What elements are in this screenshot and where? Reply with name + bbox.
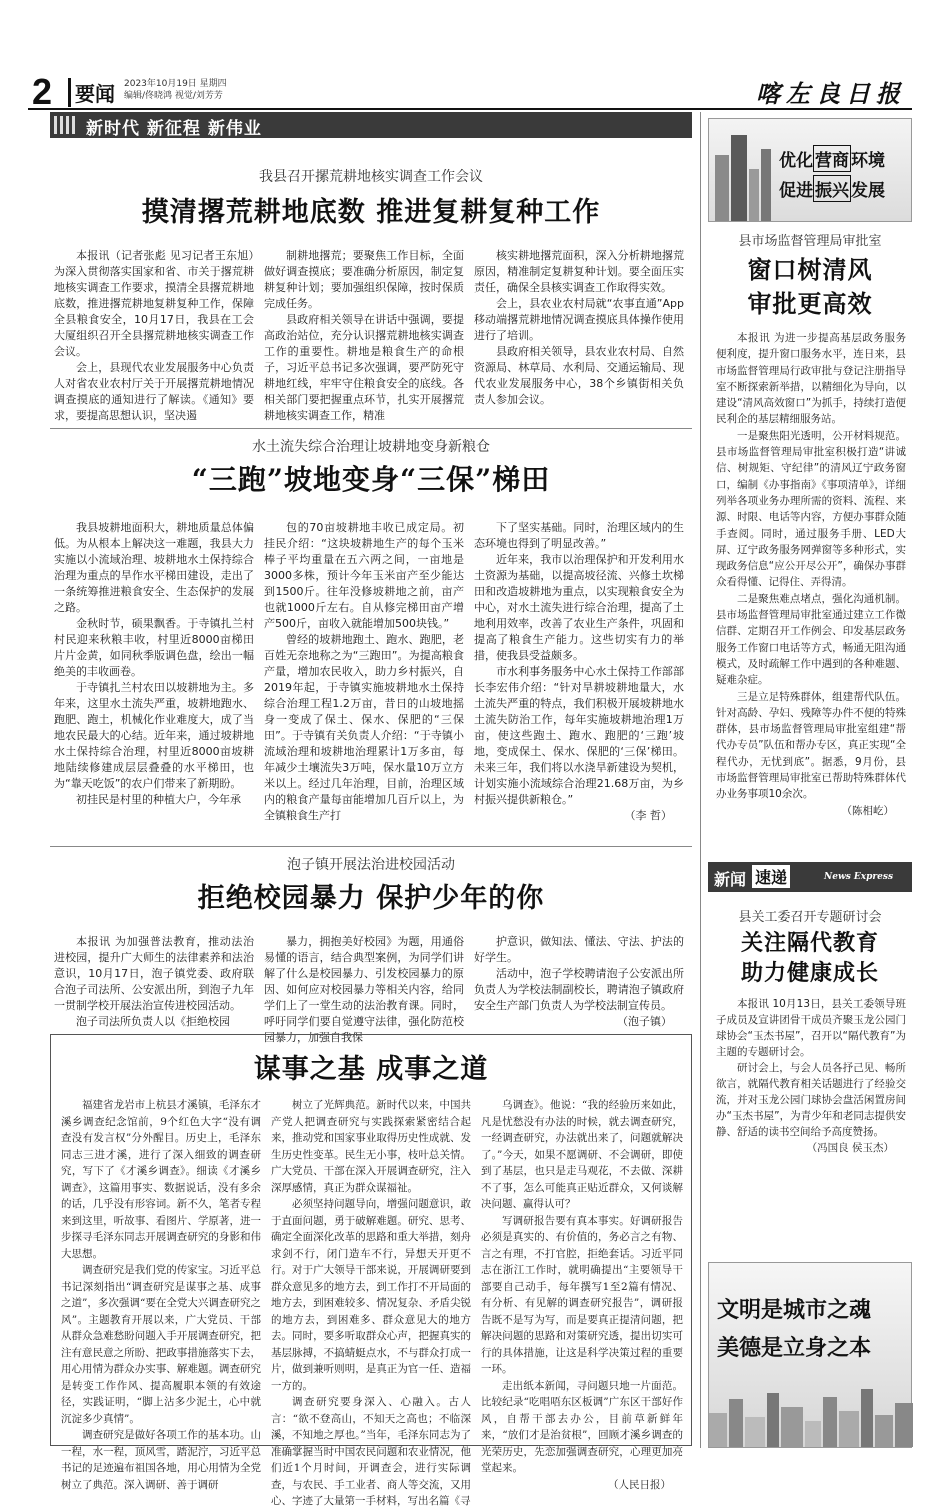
paragraph: 包的70亩坡耕地丰收已成定局。初挂民介绍：“这块坡耕地生产的每个玉米棒子平均重量在五六两之间，一亩地是3000多株，预计今年玉米亩产至少能达到1500斤。往年没修坡耕地之前，亩产也就1000斤左右。自从修完梯田亩产增产500斤，亩收入就能增加500块钱。” bbox=[264, 521, 464, 630]
right-article-byline: （陈相屹） bbox=[841, 804, 894, 817]
civilization-ad bbox=[708, 1262, 912, 1448]
brief-kicker: 县关工委召开专题研讨会 bbox=[738, 910, 882, 925]
article2-column-3 bbox=[474, 520, 684, 840]
article1-kicker: 我县召开摞荒耕地核实调查工作会议 bbox=[259, 169, 483, 185]
promo-text: 发展 bbox=[851, 181, 885, 201]
civ-line-2: 美德是立身之本 bbox=[717, 1335, 872, 1361]
article2-byline: （李 哲） bbox=[624, 809, 672, 822]
promo-text: 环境 bbox=[851, 151, 885, 171]
promo-panel bbox=[708, 118, 912, 222]
brief-byline: （冯国良 侯玉杰） bbox=[806, 1142, 894, 1154]
commentary-column-1 bbox=[61, 1097, 261, 1491]
article1-headline: 摸清撂荒耕地底数 推进复耕复种工作 bbox=[141, 197, 601, 228]
paragraph: 泡子司法所负责人以《拒绝校园 bbox=[76, 1015, 230, 1028]
paragraph: 一是聚焦阳光透明，公开材料规范。县市场监督管理局审批室积极打造“讲诚信、树规矩、守纪律”的清风辽宁政务窗口，编制《办事指南》《事项清单》，详细列举各项业务办理所需的资料、流程、来源、时限、电话等内容，方便办事群众随手查阅。同时，通过服务手册、LED大屏、辽宁政务服务网弹窗等多种形式，实现政务信息“应公开尽公开”，确保办事群众看得懂、记得住、弄得清。 bbox=[716, 429, 906, 589]
article3-byline: （泡子镇） bbox=[617, 1015, 672, 1028]
paragraph: 下了坚实基础。同时，治理区域内的生态环境也得到了明显改善。” bbox=[474, 521, 684, 550]
paragraph: 乌调查》。他说：“我的经验历来如此，凡是忧愁没有办法的时候，就去调查研究，一经调查研究，办法就出来了，问题就解决了。”今天，如果不愿调研、不会调研，即使到了基层，也只是走马观花，不去做、深耕不了事，怎么可能真正贴近群众，又何谈解决问题、赢得认可？ bbox=[481, 1099, 683, 1210]
article1-column-3 bbox=[474, 248, 684, 420]
promo-text: 促进 bbox=[779, 181, 813, 201]
article3-column-2 bbox=[264, 934, 464, 1044]
paragraph: 会上，县现代农业发展服务中心负责人对省农业农村厅关于开展撂荒耕地情况调查摸底的通知进行了解读。《通知》要求，要提高思想认识，坚决遏 bbox=[54, 361, 254, 422]
express-label-highlight: 速递 bbox=[752, 865, 790, 888]
banner-text: 新时代 新征程 新伟业 bbox=[86, 119, 262, 139]
article2-kicker: 水土流失综合治理让坡耕地变身新粮仓 bbox=[252, 439, 490, 455]
promo-highlight: 振兴 bbox=[813, 175, 851, 202]
paragraph: 二是聚焦难点堵点，强化沟通机制。县市场监督管理局审批室通过建立工作微信群、定期召开工作例会、印发基层政务服务工作窗口电话等方式，畅通无阻沟通模式，及时疏解工作中遇到的各种难题、疑难杂症。 bbox=[716, 592, 906, 687]
paragraph: 必须坚持问题导向，增强问题意识，敢于直面问题，勇于破解难题。研究、思考、确定全面深化改革的思路和重大举措，刻舟求剑不行，闭门造车不行，异想天开更不行。对于广大领导干部来说，开展调研要到群众意见多的地方去，到工作打不开局面的地方去，到困难较多、情况复杂、矛盾尖锐的地方去，到困难多、群众意见大的地方去。同时，要多听取群众心声，把握真实的基层脉搏，不搞蜻蜓点水，不与群众打成一片，做到兼听则明，是真正为官一任、造福一方的。 bbox=[271, 1198, 471, 1392]
express-label: 新闻 bbox=[714, 870, 747, 889]
paragraph: 县政府相关领导在讲话中强调，要提高政治站位，充分认识撂荒耕地核实调查工作的重要性。耕地是粮食生产的命根子，习近平总书记多次强调，要严防死守耕地红线，牢牢守住粮食安全的底线。各相关部门要把握重点环节，扎实开展撂荒耕地核实调查工作，精准 bbox=[264, 313, 464, 422]
paragraph: 树立了光辉典范。新时代以来，中国共产党人把调查研究与实践探索紧密结合起来，推动党和国家事业取得历史性成就、发生历史性变革。民生无小事，枝叶总关情。广大党员、干部在深入开展调查研究，注入深厚感情，真正为群众谋福祉。 bbox=[271, 1099, 471, 1194]
divider bbox=[50, 428, 692, 429]
paragraph: 金秋时节，硕果飘香。于寺镇扎兰村村民迎来秋粮丰收，村里近8000亩梯田片片金黄，如同秋季版调色盘，绘出一幅绝美的丰收画卷。 bbox=[54, 617, 254, 678]
paragraph: 近年来，我市以治理保护和开发利用水土资源为基础，以提高坡径流、兴修土坎梯田和改造坡耕地为重点，以实现粮食安全为中心，对水土流失进行综合治理，提高了土地利用效率，改善了农业生产条件，巩固和提高了粮食生产能力。这些切实有力的举措，使我县受益颇多。 bbox=[474, 553, 684, 662]
article2-column-2 bbox=[264, 520, 464, 840]
paragraph: 暴力，拥抱美好校园》为题，用通俗易懂的语言，结合典型案例，为同学们讲解了什么是校园暴力、引发校园暴力的原因、如何应对校园暴力等相关内容，给同学们上了一堂生动的法治教育课。同时，呼吁同学们要自觉遵守法律，强化防范校园暴力，加强自我保 bbox=[264, 935, 464, 1044]
paragraph: 本报讯 10月13日，县关工委领导班子成员及宣讲团骨干成员齐聚玉龙公园门球协会“玉杰书屋”，召开以“隔代教育”为主题的专题研讨会。 bbox=[716, 998, 906, 1058]
promo-highlight: 营商 bbox=[813, 145, 851, 172]
promo-line-1 bbox=[779, 145, 885, 172]
paragraph: 走出纸本新闻，寻问题只地一片面范。比较纪录“吃唱唔东区板调”广东区干部好作风，自帮干部去办公，目前草新鲜年来，“放们才是治贫根”，回顾才溪乡调查的光荣历史，先恋加强调查研究，心理更加亮堂起来。 bbox=[481, 1379, 683, 1474]
paper-name: 喀左良日报 bbox=[756, 79, 906, 108]
article3-column-3 bbox=[474, 934, 684, 1028]
brief-headline-2: 助力健康成长 bbox=[740, 960, 879, 986]
paragraph: 本报讯 为进一步提高基层政务服务便利度，提升窗口服务水平，连日来，县市场监督管理局行政审批与登记注册指导室不断探索新举措，以精细化为导向，以建设“清风高效窗口”为抓手，持续打造便民利企的基层精细服务站。 bbox=[716, 332, 906, 426]
paragraph: 本报讯 为加强普法教育，推动法治进校园，提升广大师生的法律素养和法治意识，10月17日，泡子镇党委、政府联合泡子司法所、公安派出所，到泡子九年一贯制学校开展法治宣传进校园活动。 bbox=[54, 935, 254, 1012]
promo-text: 优化 bbox=[779, 151, 813, 171]
article3-headline: 拒绝校园暴力 保护少年的你 bbox=[197, 883, 545, 914]
paragraph: 活动中，泡子学校聘请泡子公安派出所负责人为学校法制副校长，聘请泡子镇政府安全生产部门负责人为学校法制宣传员。 bbox=[474, 967, 684, 1012]
paragraph: 会上，县农业农村局就“农事直通”App移动端撂荒耕地情况调查摸底具体操作使用进行了培训。 bbox=[474, 297, 684, 342]
express-english: News Express bbox=[824, 872, 894, 882]
right-article-body bbox=[716, 330, 906, 854]
commentary-box bbox=[50, 1034, 692, 1507]
paragraph: 市水利事务服务中心水土保持工作部部长李宏伟介绍：“针对旱耕坡耕地量大，水土流失严重的特点，我们积极开展坡耕地水土流失防治工作，每年实施坡耕地治理1万亩，使这些跑土、跑水、跑肥的‘三跑’坡地，变成保土、保水、保肥的‘三保’梯田。未来三年，我们将以水浇旱新建设为契机，计划实施小流域综合治理21.68万亩，为乡村振兴提供新粮仓。” bbox=[474, 665, 684, 806]
article1-column-2 bbox=[264, 248, 464, 420]
article3-kicker: 泡子镇开展法治进校园活动 bbox=[287, 857, 455, 873]
commentary-column-2 bbox=[271, 1097, 471, 1507]
paragraph: 制耕地撂荒；要聚焦工作目标，全面做好调查摸底；要准确分析原因，制定复耕复种计划；要加强组织保障，按时保质完成任务。 bbox=[264, 249, 464, 310]
paragraph: 写调研报告要有真本事实。好调研报告必须是真实的、有价值的，务必言之有物、言之有理，不打官腔，拒绝套话。习近平同志在浙江工作时，就明确提出“主要领导干部要自己动手，每年撰写1至2篇有情况、有分析、有见解的调查研究报告”，调研报告既不是写为写，而是要真正提清问题，把解决问题的思路和对策研究透，提出切实可行的具体措施，让这是科学决策过程的重要一环。 bbox=[481, 1214, 683, 1375]
paragraph: 本报讯（记者张彪 见习记者王东旭）为深入贯彻落实国家和省、市关于撂荒耕地核实调查工作要求，摸清全县撂荒耕地底数，推进撂荒耕地复耕复种工作，保障全县粮食安全，10月17日，我县在工会大厦组织召开全县撂荒耕地核实调查工作会议。 bbox=[54, 249, 254, 358]
paragraph: 我县坡耕地面积大，耕地质量总体偏低。为从根本上解决这一难题，我县大力实施以小流域治理、坡耕地水土保持综合治理为重点的旱作水平梯田建设，走出了一条统筹推进粮食安全、生态保护的发展之路。 bbox=[54, 521, 254, 614]
news-express-bar bbox=[708, 862, 912, 892]
banner-stripes-icon bbox=[54, 116, 76, 134]
paragraph: 县政府相关领导，县农业农村局、自然资源局、林草局、水利局、交通运输局、现代农业发展服务中心，38个乡镇街相关负责人参加会议。 bbox=[474, 345, 684, 406]
section-name: 要闻 bbox=[68, 78, 115, 107]
paragraph: 护意识，做知法、懂法、守法、护法的好学生。 bbox=[474, 935, 684, 964]
paragraph: 曾经的坡耕地跑土、跑水、跑肥，老百姓无奈地称之为“三跑田”。为提高粮食产量，增加农民收入，助力乡村振兴，自2019年起，于寺镇实施坡耕地水土保持综合治理工程1.2万亩，昔日的山坡地摇身一变成了保土、保水、保肥的“三保田”。于寺镇有关负责人介绍：“于寺镇小流域治理和坡耕地治理累计1万多亩，每年减少土壤流失3万吨，保水量10万立方米以上。经过几年治理，目前，治理区域内的粮食产量每亩能增加几百斤以上，为全镇粮食生产打 bbox=[264, 633, 464, 822]
brief-body bbox=[716, 996, 906, 1248]
paragraph: 调查研究是我们党的传家宝。习近平总书记深刻指出“调查研究是谋事之基、成事之道”，多次强调“要在全党大兴调查研究之风”。主题教育开展以来，广大党员、干部从群众急难愁盼问题入手开展调查研究，把注有意民意之所盼、把政事措施落实下去，用心用情为群众办实事、解难题。调查研究是转变工作作风、提高履职本领的有效途径，实践证明，“脚上沾多少泥土，心中就沉淀多少真情”。 bbox=[61, 1264, 261, 1425]
paragraph: 于寺镇扎兰村农田以坡耕地为主。多年来，这里水土流失严重，坡耕地跑水、跑肥、跑土，机械化作业难度大，成了当地农民最大的心结。近年来，通过坡耕地水土保持综合治理，村里近8000亩坡耕地陆续修建成层层叠叠的水平梯田，也为“靠天吃饭”的农户们带来了新期盼。 bbox=[54, 681, 254, 790]
article2-column-1 bbox=[54, 520, 254, 840]
skyline-icon bbox=[709, 1377, 913, 1447]
issue-date: 2023年10月19日 星期四 bbox=[124, 79, 227, 89]
commentary-byline: （人民日报） bbox=[608, 1478, 671, 1491]
paragraph: 初挂民是村里的种植大户，今年承 bbox=[76, 793, 241, 806]
paragraph: 福建省龙岩市上杭县才溪镇，毛泽东才溪乡调查纪念馆前，9个红色大字“没有调查没有发言权”分外醒目。历史上，毛泽东同志三进才溪，进行了深入细致的调查研究，写下了《才溪乡调查》。细读《才溪乡调查》，这篇用事实、数据说话，没有多余的话，几乎没有形容词。新不久，笔者专程来到这里，听故事、看图片、学原著，进一步探寻毛泽东同志开展调查研究的身影和伟大思想。 bbox=[61, 1099, 261, 1260]
commentary-headline: 谋事之基 成事之道 bbox=[253, 1054, 489, 1085]
paragraph: 核实耕地撂荒面积，深入分析耕地撂荒原因，精准制定复耕复种计划。要全面压实责任，确保全县核实调查工作取得实效。 bbox=[474, 249, 684, 294]
article1-column-1 bbox=[54, 248, 254, 420]
paragraph: 研讨会上，与会人员各抒己见、畅所欲言，就隔代教育相关话题进行了经验交流，并对玉龙公园门球协会盘活闲置房间办“玉杰书屋”，为青少年和老同志提供安静、舒适的读书空间给予高度赞扬。 bbox=[716, 1062, 906, 1138]
paragraph: 调查研究是做好各项工作的基本功。山一程，水一程，顶风雪，踏泥泞，习近平总书记的足迹遍布祖国各地，用心用情为全党树立了典范。深入调研、善于调研 bbox=[61, 1429, 261, 1491]
issue-editors: 编辑/佟晓鸿 视觉/刘芳芳 bbox=[124, 91, 223, 101]
divider bbox=[50, 846, 692, 847]
brief-headline-1: 关注隔代教育 bbox=[740, 930, 879, 956]
promo-line-2 bbox=[779, 175, 885, 202]
paragraph: 调查研究要身深入、心融入。古人言：“欲不登高山，不知天之高也；不临深溪，不知地之厚也。”当年，毛泽东同志为了准确掌握当时中国农民问题和农业情况，他们近1个月时间，开调查会，进行实际调查，与农民、手工业者、商人等交流，又用心、字迹了大量第一手材料，写出名篇《寻 bbox=[271, 1396, 471, 1507]
right-article-kicker: 县市场监督管理局审批室 bbox=[738, 234, 882, 249]
masthead bbox=[28, 70, 912, 110]
right-article-headline-1: 窗口树清风 bbox=[747, 255, 873, 284]
paragraph: 三是立足特殊群体，组建帮代队伍。针对高龄、孕妇、残障等办件不便的特殊群体，县市场监督管理局审批室组建“帮代办专员”队伍和帮办专区，真正实现“全程代办，无忧到底”。据悉，9月份，县市场监督管理局审批室已帮助特殊群体代办业务事项10余次。 bbox=[716, 690, 906, 801]
right-article-headline-2: 审批更高效 bbox=[747, 289, 873, 318]
article3-column-1 bbox=[54, 934, 254, 1028]
commentary-column-3 bbox=[481, 1097, 683, 1491]
issue-meta bbox=[124, 78, 227, 102]
slogan-banner bbox=[50, 112, 692, 138]
page-number: 2 bbox=[32, 71, 53, 112]
column-divider bbox=[700, 112, 701, 1448]
civ-line-1: 文明是城市之魂 bbox=[717, 1297, 872, 1323]
city-buildings-icon bbox=[713, 125, 773, 221]
article2-headline: “三跑”坡地变身“三保”梯田 bbox=[191, 463, 551, 496]
